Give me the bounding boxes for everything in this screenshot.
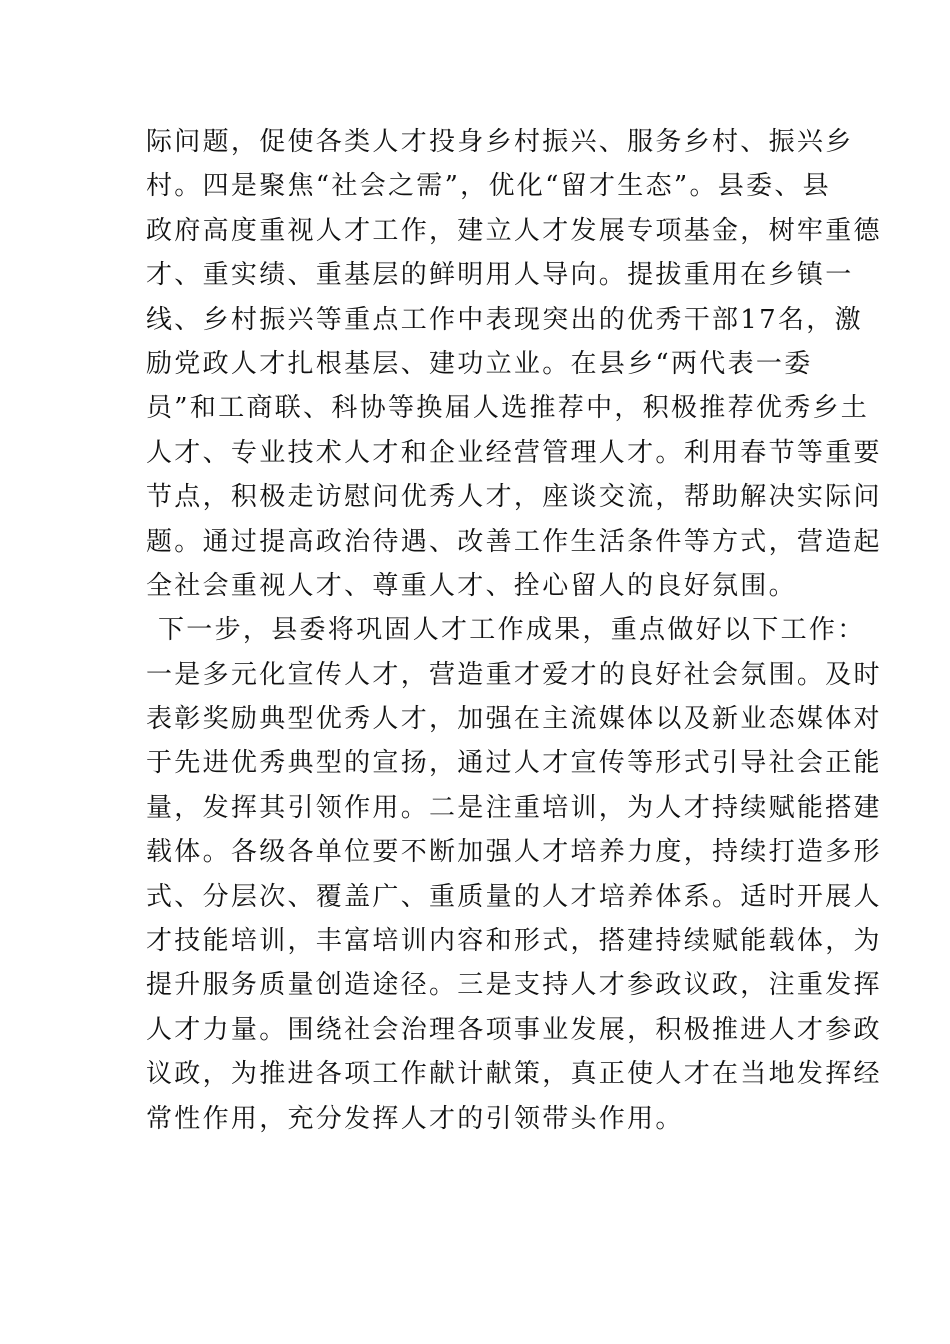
text-line: 议政，为推进各项工作献计献策，真正使人才在当地发挥经 [146,1059,882,1090]
text-line: 式、分层次、覆盖广、重质量的人才培养体系。适时开展人 [146,881,882,912]
text-line: 人才、专业技术人才和企业经营管理人才。利用春节等重要 [146,437,882,468]
text-line: 村。四是聚焦“社会之需”，优化“留才生态”。县委、县 [146,171,831,202]
text-line: 表彰奖励典型优秀人才，加强在主流媒体以及新业态媒体对 [146,704,882,735]
text-line: 人才力量。围绕社会治理各项事业发展，积极推进人才参政 [146,1014,882,1045]
text-line: 节点，积极走访慰问优秀人才，座谈交流，帮助解决实际问 [146,482,882,513]
text-line: 线、乡村振兴等重点工作中表现突出的优秀干部17名，激 [146,304,863,335]
paragraph-1 [146,120,882,608]
text-line: 励党政人才扎根基层、建功立业。在县乡“两代表一委 [146,348,813,379]
text-line: 员”和工商联、科协等换届人选推荐中，积极推荐优秀乡土 [146,393,870,424]
text-line: 政府高度重视人才工作，建立人才发展专项基金，树牢重德 [146,215,882,246]
paragraph-2 [146,608,882,1141]
text-line: 题。通过提高政治待遇、改善工作生活条件等方式，营造起 [146,526,882,557]
text-line: 量，发挥其引领作用。二是注重培训，为人才持续赋能搭建 [146,792,882,823]
text-line: 载体。各级各单位要不断加强人才培养力度，持续打造多形 [146,837,882,868]
text-line: 常性作用，充分发挥人才的引领带头作用。 [146,1103,684,1134]
text-line: 提升服务质量创造途径。三是支持人才参政议政，注重发挥 [146,970,882,1001]
text-line: 下一步，县委将巩固人才工作成果，重点做好以下工作： [158,615,866,646]
text-line: 才、重实绩、重基层的鲜明用人导向。提拔重用在乡镇一 [146,260,854,291]
text-line: 于先进优秀典型的宣扬，通过人才宣传等形式引导社会正能 [146,748,882,779]
text-line: 全社会重视人才、尊重人才、拴心留人的良好氛围。 [146,570,797,601]
document-body [146,120,882,1141]
text-line: 一是多元化宣传人才，营造重才爱才的良好社会氛围。及时 [146,659,882,690]
text-line: 际问题，促使各类人才投身乡村振兴、服务乡村、振兴乡 [146,127,854,157]
text-line: 才技能培训，丰富培训内容和形式，搭建持续赋能载体，为 [146,926,882,957]
